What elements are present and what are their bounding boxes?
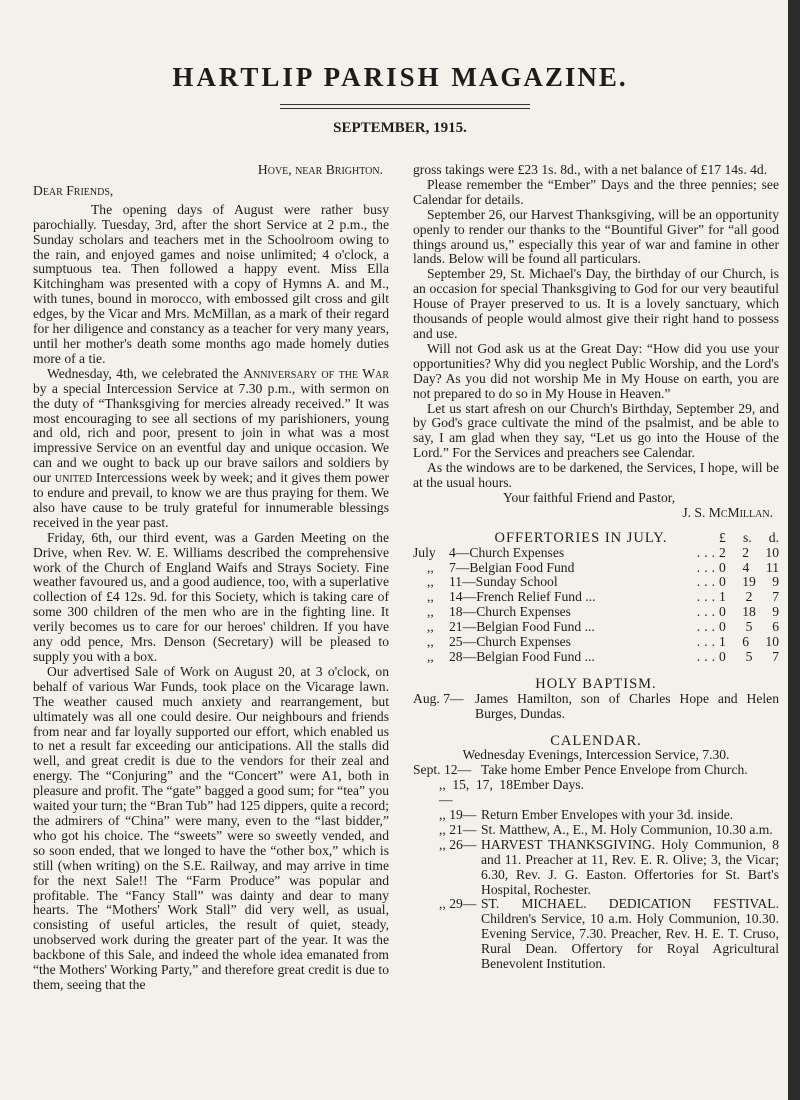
title-part2: MAGAZINE. <box>451 62 628 92</box>
offertory-amount <box>719 605 779 620</box>
offertories-header <box>413 531 779 546</box>
offertory-amount <box>719 590 779 605</box>
amt-l: 2 <box>719 544 726 560</box>
letter-continued-2: Please remember the “Ember” Days and the three pennies; see Calendar for details. <box>413 176 779 207</box>
letter-signature: J. S. McMillan. <box>682 504 773 520</box>
calendar-text: Take home Ember Pence Envelope from Church. <box>481 762 748 778</box>
calendar-text: ST. MICHAEL. DEDICATION FESTIVAL. Children's Service, 10 a.m. Holy Communion, 10.30. Evening Service, 7.30. Preacher, Rev. H. E. T. Cruso, Rural Dean. Offertory for Royal Agricultural Benevolent Institution. <box>481 896 779 972</box>
calendar-text: HARVEST THANKSGIVING. Holy Communion, 8 and 11. Preacher at 11, Rev. E. R. Olive; 3, the Vicar; 6.30, Rev. J. G. Easton. Offertories for St. Bart's Hospital, Rochester. <box>481 836 779 897</box>
baptism-text: James Hamilton, son of Charles Hope and Helen Burges, Dundas. <box>475 690 779 721</box>
offertory-row <box>413 620 779 635</box>
offertory-desc: 18—Church Expenses <box>449 605 571 620</box>
letter-place: Hove, near Brighton. <box>257 162 383 177</box>
offertory-row <box>413 546 779 561</box>
unit-pounds: £ <box>719 529 726 545</box>
calendar-date: ,, 15, 17, 18— <box>439 777 513 808</box>
p2-text-c: Intercessions week by week; and it gives them power to endure and prevail, to know we are thus praying for them. We also have cause to be truly grateful for innumerable blessings received in the year past. <box>33 470 389 530</box>
amt-l: 1 <box>719 589 726 605</box>
calendar-entry <box>413 838 779 898</box>
amt-d: 11 <box>765 559 779 575</box>
amt-d: 6 <box>772 619 779 635</box>
offertory-leader: ... <box>696 559 719 575</box>
amt-s: 19 <box>742 574 756 590</box>
offertory-amount <box>719 561 779 576</box>
offertory-amount <box>719 635 779 650</box>
title-part1: HARTLIP PARISH <box>172 62 442 92</box>
letter-salutation: Dear Friends, <box>33 182 114 198</box>
amt-s: 18 <box>742 604 756 620</box>
title-rule-top <box>280 104 530 105</box>
offertory-leader: ... <box>696 619 719 635</box>
p2-text-b: by a special Intercession Service at 7.30 p.m., with sermon on the duty of “Thanksgiving for mercies already received.” It was most encouraging to see all sections of my parishioners, young and old, rich and poor, present to join in what was a most impressive Service on an eventful day and unique occasion. We can and we ought to back up our brave sailors and soldiers by our <box>33 380 389 486</box>
offertory-amount <box>719 575 779 590</box>
letter-continued-4: September 29, St. Michael's Day, the birthday of our Church, is an occasion for special Thanksgiving to God for our very beautiful House of Prayer preserved to us. It is a lovely sanctuary, which thousands of people would almost give their right hand to possess and use. <box>413 266 779 341</box>
offertory-desc: 28—Belgian Food Fund ... <box>449 649 595 664</box>
offertory-ditto: ,, <box>427 604 434 620</box>
letter-continued-7: As the windows are to be darkened, the Services, I hope, will be at the usual hours. <box>413 460 779 491</box>
offertory-amount <box>719 546 779 561</box>
baptism-entry <box>413 692 779 722</box>
amt-l: 0 <box>719 559 726 575</box>
offertory-ditto: ,, <box>427 634 434 649</box>
calendar-text: Return Ember Envelopes with your 3d. inside. <box>481 807 734 823</box>
offertory-leader: ... <box>696 604 719 620</box>
amt-s: 4 <box>742 559 750 575</box>
issue-date: SEPTEMBER, 1915. <box>333 120 467 136</box>
offertory-leader: ... <box>696 589 719 605</box>
letter-paragraph-4: Our advertised Sale of Work on August 20, at 3 o'clock, on behalf of various War Funds, took place on the Vicarage lawn. The weather caused much anxiety and rearrangement, but ultimately was all one could desire. Our neighbours and friends from near and far loyally supported our effort, which enabled us to net a result far exceeding our anticipations. All the stalls did well, and great credit is due to the vendors for their zeal and energy. The “Conjuring” and the “Concert” were A1, both in pleasure and profit. The “gate” bagged a good sum; for “tea” you waited your turn; the “Bran Tub” had 125 dippers, quite a record; the admirers of “China” were many, even to the “last bidder,” who got his choice. The “sweets” were so sweetly vended, and so soon ended, that we longed to have the “other box,” which is still (when writing) on the S.E. Railway, and may arrive in time for the next Sale!! The “Farm Produce” was popular and profitable. The “Fancy Stall” was dainty and dear to many hearts. The “Mothers' Work Stall” did very well, as usual, consisting of useful articles, the result of quiet, steady, unobserved work during the greater part of the year. It was the backbone of this Sale, and indeed the whole idea emanated from “the Mothers' Working Party,” and therefore great credit is due to them, seeing that the <box>33 663 389 992</box>
calendar-date: ,, 19— <box>439 807 477 823</box>
amt-d: 9 <box>772 574 779 590</box>
unit-pence: d. <box>768 529 779 545</box>
offertories-table <box>413 546 779 665</box>
offertory-desc: 11—Sunday School <box>449 575 558 590</box>
offertory-row <box>413 561 779 576</box>
offertory-desc: 25—Church Expenses <box>449 635 571 649</box>
offertory-ditto: ,, <box>427 559 434 575</box>
calendar-intro: Wednesday Evenings, Intercession Service, 7.30. <box>462 747 730 763</box>
calendar-entry <box>413 763 779 778</box>
offertory-amount <box>719 620 779 635</box>
amt-s: 5 <box>745 619 753 635</box>
amt-l: 0 <box>719 648 726 664</box>
offertory-desc: 7—Belgian Food Fund <box>449 560 575 575</box>
offertories-heading: OFFERTORIES IN JULY. <box>494 529 668 546</box>
letter-paragraph-3: Friday, 6th, our third event, was a Garden Meeting on the Drive, when Rev. W. E. Williams described the comprehensive work of the Church of England Waifs and Strays Society. Fine weather favoured us, and a good audience, too, with a superlative collection of £4 12s. 9d. for this Society, which is taking care of some 300 children of the men who are in the fighting line. It verily becomes us to care for our heroes' children. If you have any odd pence, Mrs. Denson (Secretary) will be pleased to supply you with a box. <box>33 529 389 664</box>
offertory-row <box>413 575 779 590</box>
masthead-title <box>0 62 800 93</box>
amt-d: 9 <box>772 604 779 620</box>
calendar-date: ,, 21— <box>439 821 477 837</box>
amt-d: 7 <box>772 648 779 664</box>
letter-paragraph-2 <box>33 367 389 531</box>
amt-s: 5 <box>745 648 753 664</box>
page-edge-shadow <box>788 0 800 1100</box>
title-rule-bottom <box>280 108 530 109</box>
left-column <box>33 163 389 993</box>
offertory-row <box>413 650 779 665</box>
calendar-date: ,, 26— <box>439 836 477 852</box>
offertory-ditto: ,, <box>427 648 434 664</box>
p2-united: united <box>54 470 93 486</box>
offertory-desc: 4—Church Expenses <box>449 545 565 560</box>
offertory-leader: ... <box>696 574 719 590</box>
amt-s: 6 <box>742 634 749 649</box>
offertory-leader: ... <box>696 648 719 664</box>
calendar-text: St. Matthew, A., E., M. Holy Communion, 10.30 a.m. <box>481 821 773 837</box>
currency-units <box>719 531 779 546</box>
letter-paragraph-1: The opening days of August were rather busy parochially. Tuesday, 3rd, after the short Service at 2 p.m., the Sunday scholars and teachers met in the Schoolroom owing to the rain, and enjoyed games and noise unlimited; 4 o'clock, a sumptuous tea. Then followed a happy event. Miss Ella Kitchingham was presented with a copy of Hymns A. and M., with tunes, bound in morocco, with embossed gilt cross and gilt edges, by the Vicar and Mrs. McMillan, as a mark of their regard for her diligence and constancy as a teacher for very many years, until her mother's death some months ago made homely duties more of a tie. <box>33 201 389 366</box>
offertory-row <box>413 605 779 620</box>
offertory-desc: 21—Belgian Food Fund ... <box>449 620 595 635</box>
offertory-desc: 14—French Relief Fund ... <box>449 590 596 605</box>
letter-continued-5: Will not God ask us at the Great Day: “How did you use your opportunities? Why did you neglect Public Worship, and the Lord's Day? As you did not worship Me in My House on earth, you are not prepared to do so in My House in Heaven.” <box>413 340 779 401</box>
amt-l: 0 <box>719 574 726 590</box>
p2-anniversary: Anniversary of the War <box>243 365 389 381</box>
letter-continued-6: Let us start afresh on our Church's Birthday, September 29, and by God's grace cultivate the mind of the psalmist, and be able to say, I am glad when they say, “Let us go into the House of the Lord.” For the Services and preachers see Calendar. <box>413 400 779 461</box>
amt-s: 2 <box>742 544 749 560</box>
amt-d: 10 <box>765 634 779 649</box>
amt-l: 0 <box>719 604 726 620</box>
offertory-amount <box>719 650 779 665</box>
letter-continued-1: gross takings were £23 1s. 8d., with a net balance of £17 14s. 4d. <box>413 162 768 177</box>
offertory-row <box>413 635 779 650</box>
amt-l: 0 <box>719 619 726 635</box>
offertory-row <box>413 590 779 605</box>
amt-s: 2 <box>745 589 753 605</box>
baptism-date: Aug. 7— <box>413 690 464 706</box>
offertory-ditto: ,, <box>427 589 434 605</box>
offertory-month: July <box>413 544 436 560</box>
calendar-heading: CALENDAR. <box>550 732 642 749</box>
offertory-leader: ... <box>696 544 719 560</box>
amt-d: 7 <box>772 589 779 605</box>
letter-continued-3: September 26, our Harvest Thanksgiving, will be an opportunity openly to render our thanks to the “Bountiful Giver” for “all good things around us,” especially this year of war and famine in other lands. Below will be found all particulars. <box>413 206 779 267</box>
right-column <box>413 163 779 972</box>
calendar-date: Sept. 12— <box>413 762 472 778</box>
p2-text-a: Wednesday, 4th, we celebrated the <box>47 365 244 381</box>
calendar-text: Ember Days. <box>513 777 584 793</box>
baptism-heading: HOLY BAPTISM. <box>535 675 657 692</box>
calendar-date: ,, 29— <box>439 896 477 912</box>
calendar-entry <box>413 778 779 808</box>
calendar-entry <box>413 897 779 972</box>
offertory-leader: ... <box>696 634 719 649</box>
amt-d: 10 <box>765 544 779 560</box>
amt-l: 1 <box>719 634 726 649</box>
unit-shillings: s. <box>742 529 752 545</box>
offertory-ditto: ,, <box>427 619 434 635</box>
letter-closing: Your faithful Friend and Pastor, <box>503 489 676 505</box>
calendar-entry <box>413 823 779 838</box>
offertory-ditto: ,, <box>427 574 434 590</box>
calendar-entry <box>413 808 779 823</box>
